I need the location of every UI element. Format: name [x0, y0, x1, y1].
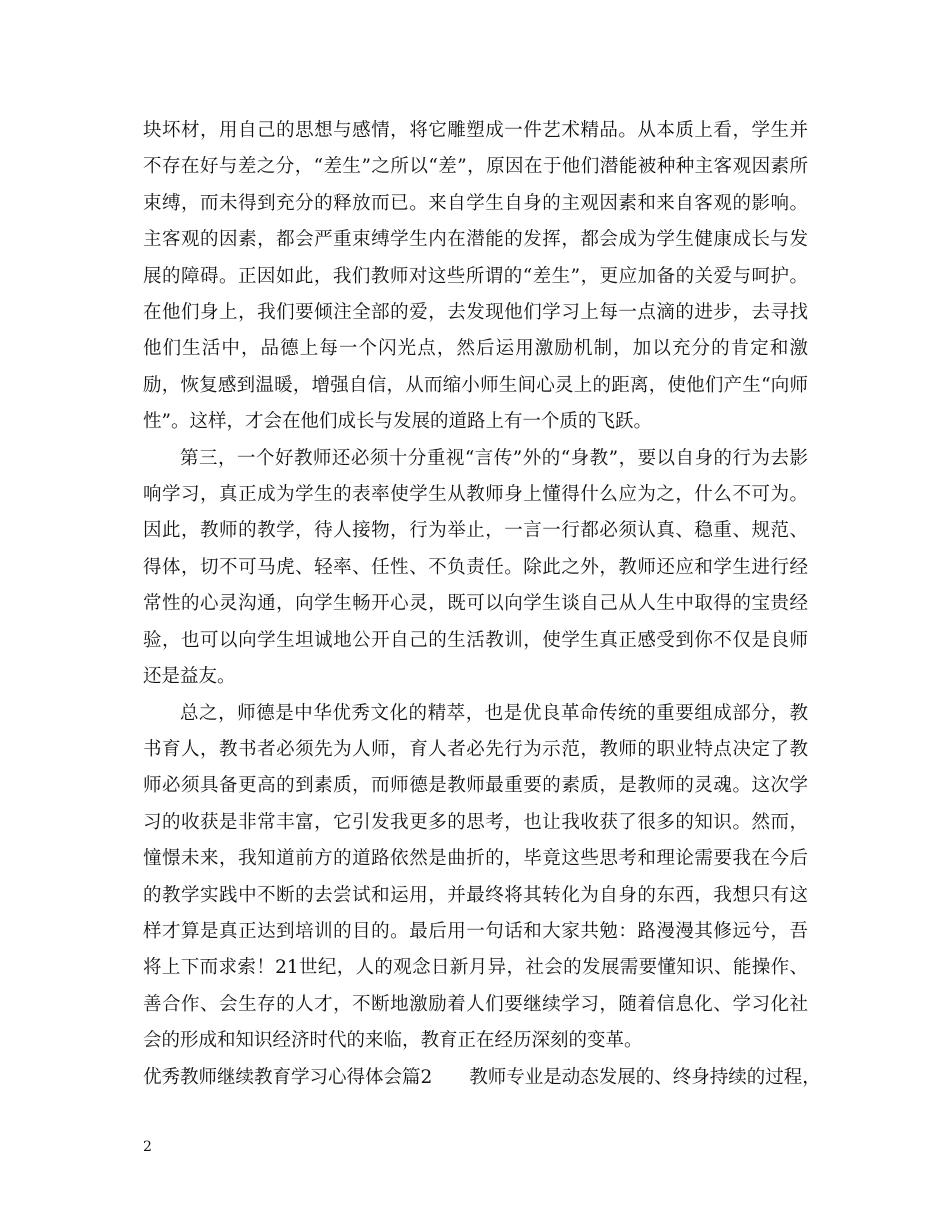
paragraph-3: 总之，师德是中华优秀文化的精萃，也是优良革命传统的重要组成部分，教书育人，教书者必须先为人师，育人者必先行为示范，教师的职业特点决定了教师必须具备更高的到素质，而师德是教师最重要的素质，是教师的灵魂。这次学习的收获是非常丰富，它引发我更多的思考，也让我收获了很多的知识。然而，憧憬未来，我知道前方的道路依然是曲折的，毕竟这些思考和理论需要我在今后的教学实践中不断的去尝试和运用，并最终将其转化为自身的东西，我想只有这样才算是真正达到培训的目的。最后用一句话和大家共勉：路漫漫其修远兮，吾将上下而求索！21世纪，人的观念日新月异，社会的发展需要懂知识、能操作、善合作、会生存的人才，不断地激励着人们要继续学习，随着信息化、学习化社会的形成和知识经济时代的来临，教育正在经历深刻的变革。 [143, 702, 808, 1052]
section-heading: 优秀教师继续教育学习心得体会篇2 [143, 1066, 433, 1088]
paragraph-1: 块坏材，用自己的思想与感情，将它雕塑成一件艺术精品。从本质上看，学生并不存在好与差之分，“差生”之所以“差”，原因在于他们潜能被种种主客观因素所束缚，而未得到充分的释放而已。来自学生自身的主观因素和来自客观的影响。主客观的因素，都会严重束缚学生内在潜能的发挥，都会成为学生健康成长与发展的障碍。正因如此，我们教师对这些所谓的“差生”，更应加备的关爱与呵护。在他们身上，我们要倾注全部的爱，去发现他们学习上每一点滴的进步，去寻找他们生活中，品德上每一个闪光点，然后运用激励机制，加以充分的肯定和激励，恢复感到温暖，增强自信，从而缩小师生间心灵上的距离，使他们产生“向师性”。这样，才会在他们成长与发展的道路上有一个质的飞跃。 [143, 120, 808, 433]
page-number: 2 [143, 1139, 152, 1155]
paragraph-2: 第三，一个好教师还必须十分重视“言传”外的“身教”，要以自身的行为去影响学习，真正成为学生的表率使学生从教师身上懂得什么应为之，什么不可为。因此，教师的教学，待人接物，行为举止，一言一行都必须认真、稳重、规范、得体，切不可马虎、轻率、任性、不负责任。除此之外，教师还应和学生进行经常性的心灵沟通，向学生畅开心灵，既可以向学生谈自己从人生中取得的宝贵经验，也可以向学生坦诚地公开自己的生活教训，使学生真正感受到你不仅是良师还是益友。 [143, 447, 808, 688]
section-start-text: 教师专业是动态发展的、终身持续的过程， [469, 1066, 821, 1088]
section-line [143, 1060, 821, 1096]
document-body [143, 113, 821, 1096]
